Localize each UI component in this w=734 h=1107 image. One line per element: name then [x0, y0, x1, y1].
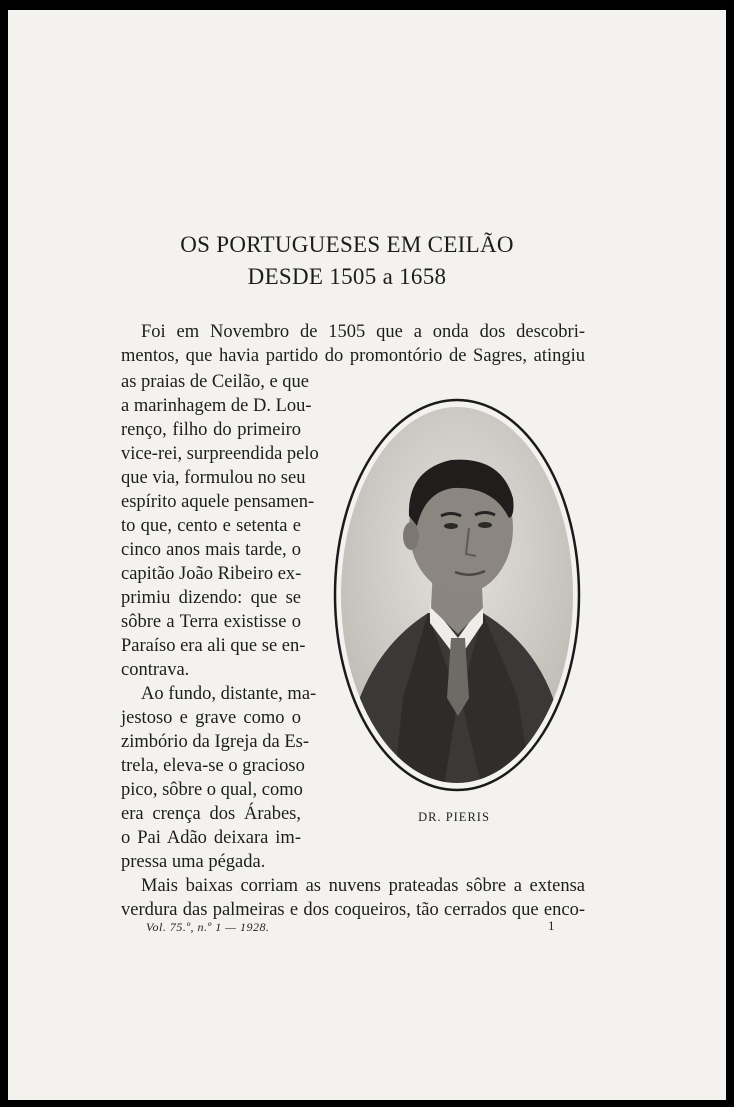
page-number: 1 [548, 918, 555, 933]
text-line: Mais baixas corriam as nuvens prateadas sôbre a extensa [141, 876, 585, 896]
text-line: contrava. [121, 660, 190, 680]
text-line: jestoso e grave como o [121, 708, 301, 728]
text-line: sôbre a Terra existisse o [121, 612, 301, 632]
text-line: as praias de Ceilão, e que [121, 372, 310, 392]
text-line: verdura das palmeiras e dos coqueiros, tão cerrados que enco- [121, 900, 585, 920]
text-line: trela, eleva-se o gracioso [121, 756, 305, 776]
text-line: capitão João Ribeiro ex- [121, 564, 302, 584]
text-line: mentos, que havia partido do promontório de Sagres, atingiu [121, 346, 585, 366]
text-line: espírito aquele pensamen- [121, 492, 315, 512]
text-line: pico, sôbre o qual, como [121, 780, 303, 800]
volume-footer: Vol. 75.º, n.º 1 — 1928. [146, 920, 270, 934]
portrait-photo [333, 398, 581, 793]
text-line: to que, cento e setenta e [121, 516, 301, 536]
text-line: o Pai Adão deixara im- [121, 828, 301, 848]
article-subtitle: DESDE 1505 a 1658 [247, 264, 447, 289]
text-line: renço, filho do primeiro [121, 420, 301, 440]
photo-caption: DR. PIERIS [418, 810, 490, 824]
text-line: vice-rei, surpreendida pelo [121, 444, 319, 464]
text-line: Paraíso era ali que se en- [121, 636, 306, 656]
document-page [8, 10, 726, 1100]
text-line: que via, formulou no seu [121, 468, 306, 488]
text-line: a marinhagem de D. Lou- [121, 396, 312, 416]
text-line: cinco anos mais tarde, o [121, 540, 301, 560]
text-line: pressa uma pégada. [121, 852, 266, 872]
article-title: OS PORTUGUESES EM CEILÃO [180, 232, 514, 257]
text-line: primiu dizendo: que se [121, 588, 301, 608]
text-line: zimbório da Igreja da Es- [121, 732, 310, 752]
text-line: Ao fundo, distante, ma- [141, 684, 317, 704]
text-line: Foi em Novembro de 1505 que a onda dos descobri- [141, 322, 585, 342]
text-line: era crença dos Árabes, [121, 804, 301, 824]
